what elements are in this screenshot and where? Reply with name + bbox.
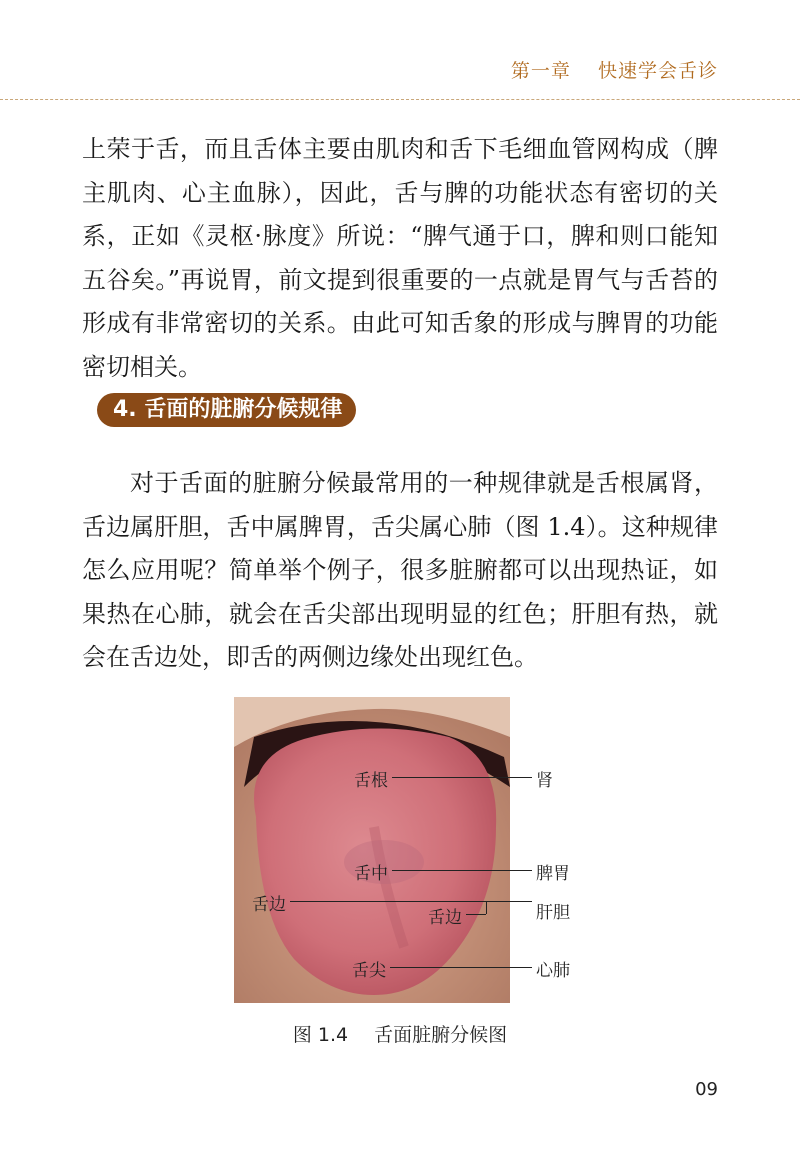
body-paragraph-1: 上荣于舌，而且舌体主要由肌肉和舌下毛细血管网构成（脾主肌肉、心主血脉），因此，舌与脾的功能状态有密切的关系，正如《灵枢·脉度》所说：“脾气通于口，脾和则口能知五谷矣。”再说胃，前文提到很重要的一点就是胃气与舌苔的形成有非常密切的关系。由此可知舌象的形成与脾胃的功能密切相关。	[82, 135, 718, 381]
label-tongue-middle: 舌中	[354, 864, 388, 884]
figure-caption	[0, 1020, 800, 1047]
body-paragraph-2: 对于舌面的脏腑分候最常用的一种规律就是舌根属肾，舌边属肝胆，舌中属脾胃，舌尖属心肺（图 1.4）。这种规律怎么应用呢？简单举个例子，很多脏腑都可以出现热证，如果热在心肺，就会在舌尖部出现明显的红色；肝胆有热，就会在舌边处，即舌的两侧边缘处出现红色。	[82, 469, 718, 671]
label-liver-gallbladder: 肝胆	[536, 903, 570, 923]
section-heading: 4. 舌面的脏腑分候规律	[97, 393, 356, 427]
leader-line-edge-connector	[486, 901, 487, 914]
label-kidney: 肾	[536, 771, 553, 791]
running-header	[511, 56, 718, 83]
label-tongue-edge-right: 舌边	[428, 908, 462, 928]
leader-line-edge-left	[290, 901, 532, 902]
label-tongue-tip: 舌尖	[352, 961, 386, 981]
chapter-number: 第一章	[510, 60, 571, 82]
page-number: 09	[695, 1079, 718, 1100]
leader-line-root	[392, 777, 532, 778]
leader-line-edge-right	[466, 914, 486, 915]
label-tongue-root: 舌根	[354, 771, 388, 791]
header-divider	[0, 99, 800, 100]
figure-title: 舌面脏腑分候图	[374, 1024, 508, 1046]
chapter-title: 快速学会舌诊	[597, 60, 718, 82]
label-tongue-edge-left: 舌边	[252, 895, 286, 915]
label-heart-lung: 心肺	[536, 961, 570, 981]
label-spleen-stomach: 脾胃	[536, 864, 570, 884]
leader-line-middle	[392, 870, 532, 871]
figure-number: 图 1.4	[292, 1024, 349, 1046]
leader-line-tip	[390, 967, 532, 968]
